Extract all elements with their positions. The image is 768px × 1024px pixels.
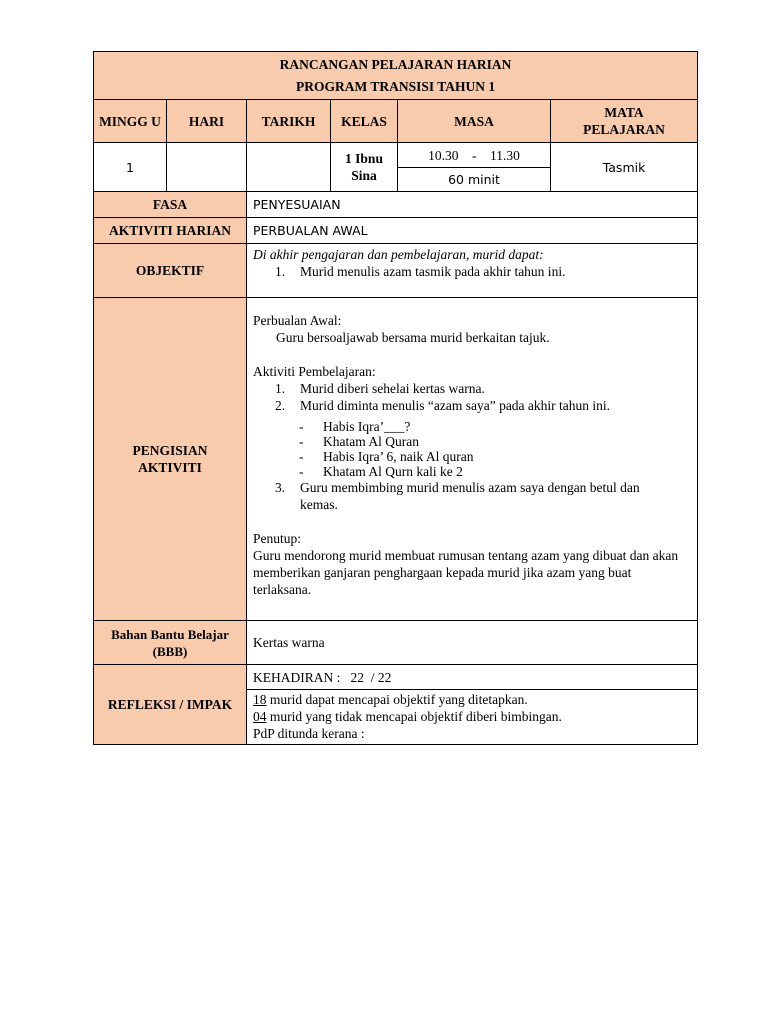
label-pengisian-aktiviti — [94, 298, 247, 621]
cell-masa-time: 10.30 - 11.30 — [398, 143, 551, 168]
azam-option-text: Khatam Al Qurn kali ke 2 — [323, 464, 463, 479]
refleksi-ditunda: PdP ditunda kerana : — [253, 726, 365, 741]
refleksi-not-achieved — [253, 708, 691, 725]
azam-option-text: Khatam Al Quran — [323, 434, 419, 449]
azam-option-dash: - — [299, 434, 304, 449]
aktiviti-step-number: 1. — [275, 381, 286, 396]
aktiviti-step — [253, 479, 691, 513]
azam-option — [253, 419, 691, 434]
penutup-heading: Penutup: — [253, 531, 302, 546]
label-bbb — [94, 621, 247, 665]
value-bbb: Kertas warna — [247, 621, 698, 665]
header-tarikh: TARIKH — [247, 100, 331, 143]
header-mata-pelajaran: MATA PELAJARAN — [551, 100, 698, 143]
value-fasa: PENYESUAIAN — [247, 192, 698, 218]
header-masa: MASA — [398, 100, 551, 143]
aktiviti-heading: Aktiviti Pembelajaran: — [253, 364, 376, 379]
aktiviti-step-text: Murid diberi sehelai kertas warna. — [300, 381, 485, 396]
azam-option-dash: - — [299, 449, 304, 464]
achieved-count: 18 — [253, 692, 267, 707]
objektif-intro: Di akhir pengajaran dan pembelajaran, murid dapat: — [253, 247, 544, 262]
azam-option — [253, 434, 691, 449]
objektif-item-text: Murid menulis azam tasmik pada akhir tahun ini. — [300, 264, 566, 279]
perbualan-heading: Perbualan Awal: — [253, 313, 342, 328]
label-refleksi: REFLEKSI / IMPAK — [94, 665, 247, 745]
perbualan-text: Guru bersoaljawab bersama murid berkaitan tajuk. — [276, 330, 550, 345]
title-line-1: RANCANGAN PELAJARAN HARIAN — [279, 56, 512, 72]
value-objektif — [247, 244, 698, 298]
document-title — [94, 52, 698, 100]
refleksi-achieved — [253, 691, 691, 708]
aktiviti-step-number: 3. — [275, 480, 286, 495]
cell-mata-pelajaran: Tasmik — [551, 143, 698, 192]
label-fasa: FASA — [94, 192, 247, 218]
lesson-plan-table — [93, 51, 698, 745]
label-objektif: OBJEKTIF — [94, 244, 247, 298]
aktiviti-step-text: Guru membimbing murid menulis azam saya dengan betul dan kemas. — [300, 480, 640, 512]
not-achieved-count: 04 — [253, 709, 267, 724]
azam-option-text: Habis Iqra’___? — [323, 419, 411, 434]
azam-option-text: Habis Iqra’ 6, naik Al quran — [323, 449, 474, 464]
azam-option — [253, 464, 691, 479]
value-refleksi — [247, 690, 698, 745]
azam-option-dash: - — [299, 464, 304, 479]
bbb-label-line-2: (BBB) — [152, 643, 188, 659]
header-hari: HARI — [167, 100, 247, 143]
cell-minggu: 1 — [94, 143, 167, 192]
label-aktiviti-harian: AKTIVITI HARIAN — [94, 218, 247, 244]
cell-kelas: 1 Ibnu Sina — [331, 143, 398, 192]
aktiviti-step-text: Murid diminta menulis “azam saya” pada akhir tahun ini. — [300, 398, 611, 413]
header-minggu: MINGG U — [94, 100, 167, 143]
azam-option — [253, 449, 691, 464]
pengisian-label-line-2: AKTIVITI — [138, 460, 202, 475]
aktiviti-step-number: 2. — [275, 398, 286, 413]
objektif-item-number: 1. — [275, 264, 286, 279]
bbb-label-line-1: Bahan Bantu Belajar — [111, 626, 229, 642]
pengisian-label-line-1: PENGISIAN — [132, 443, 208, 458]
achieved-text: murid dapat mencapai objektif yang ditetapkan. — [266, 692, 528, 707]
aktiviti-step — [253, 380, 691, 397]
title-line-2: PROGRAM TRANSISI TAHUN 1 — [295, 78, 496, 94]
value-kehadiran: KEHADIRAN : 22 / 22 — [247, 665, 698, 690]
value-pengisian-aktiviti — [247, 298, 698, 621]
penutup-text: Guru mendorong murid membuat rumusan tentang azam yang dibuat dan akan memberikan ganjaran penghargaan kepada murid jika azam yang buat terlaksana. — [253, 548, 679, 597]
cell-masa-duration: 60 minit — [398, 168, 551, 192]
aktiviti-step — [253, 397, 691, 414]
value-aktiviti-harian: PERBUALAN AWAL — [247, 218, 698, 244]
cell-tarikh — [247, 143, 331, 192]
azam-option-dash: - — [299, 419, 304, 434]
header-kelas: KELAS — [331, 100, 398, 143]
cell-hari — [167, 143, 247, 192]
not-achieved-text: murid yang tidak mencapai objektif diberi bimbingan. — [266, 709, 562, 724]
objektif-item — [253, 263, 691, 280]
